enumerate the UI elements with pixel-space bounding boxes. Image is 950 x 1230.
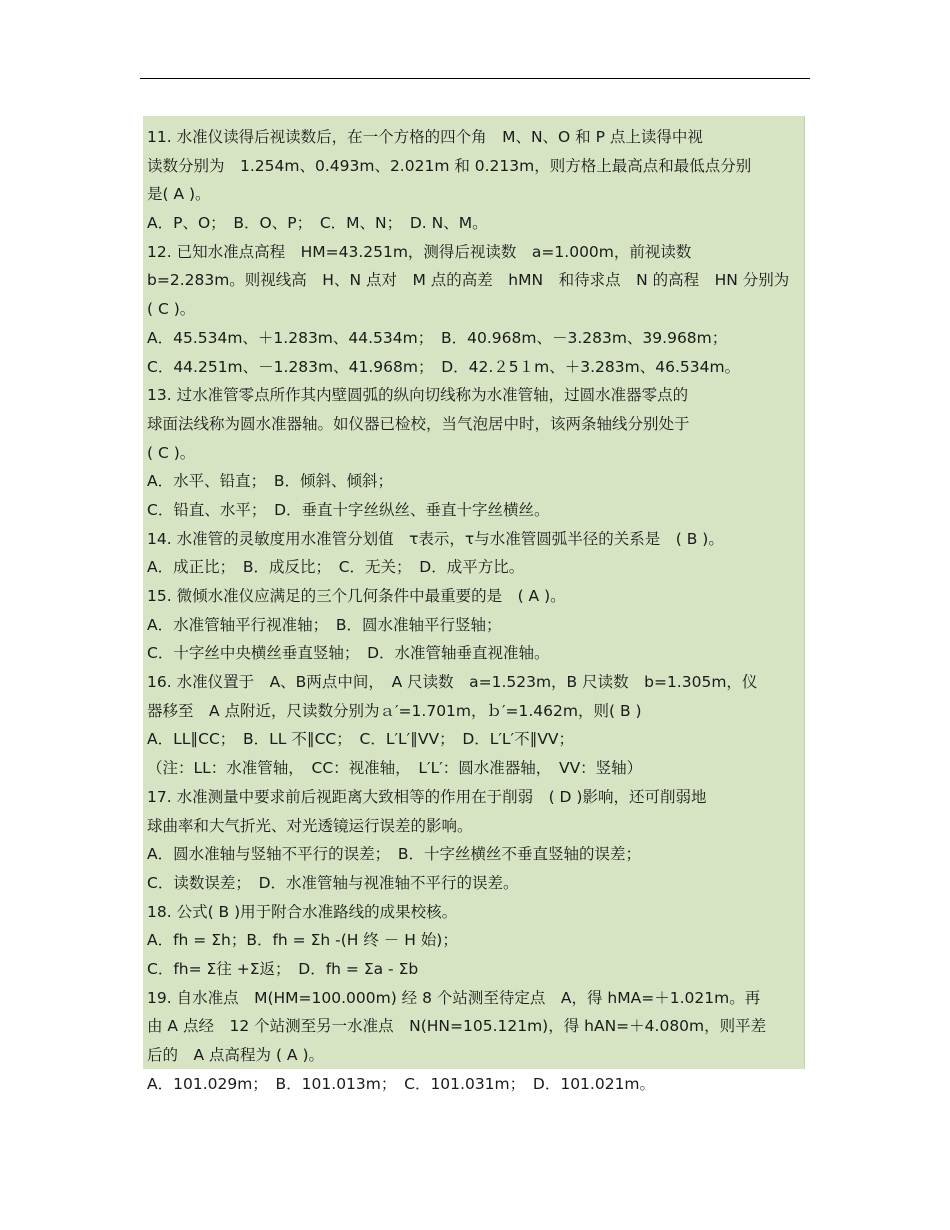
text-line: 18. 公式( B )用于附合水准路线的成果校核。 [147,902,458,921]
text-line: 由 A 点经 12 个站测至另一水准点 N(HN=105.121m)，得 hAN=＋4.080m，则平差 [147,1017,767,1036]
text-line: 球曲率和大气折光、对光透镜运行误差的影响。 [147,816,473,835]
text-line: C．铅直、水平； D．垂直十字丝纵丝、垂直十字丝横丝。 [147,500,550,519]
text-line: A．fh = Σh；B．fh = Σh -(H 终 － H 始)； [147,931,458,950]
text-line: A．LL∥CC； B．LL 不∥CC； C．L′L′∥VV； D．L′L′不∥VV； [147,730,575,749]
text-line: 器移至 A 点附近，尺读数分别为ａ′=1.701m，ｂ′=1.462m，则( B ) [147,701,642,720]
text-line: 16. 水准仪置于 A、B两点中间， A 尺读数 a=1.523m，B 尺读数 b=1.305m，仪 [147,673,758,692]
text-line: 19. 自水准点 M(HM=100.000m) 经 8 个站测至待定点 A，得 hMA=＋1.021m。再 [147,988,761,1007]
text-line: 15. 微倾水准仪应满足的三个几何条件中最重要的是 ( A )。 [147,587,566,605]
text-line: C．44.251m、－1.283m、41.968m； D．42.２5１m、＋3.283m、46.534m。 [147,357,741,376]
text-line: A．成正比； B．成反比； C．无关； D．成平方比。 [147,558,525,577]
text-line: （注：LL：水准管轴， CC：视准轴， L′L′：圆水准器轴， VV：竖轴） [147,759,643,778]
text-line: 球面法线称为圆水准器轴。如仪器已检校，当气泡居中时，该两条轴线分别处于 [147,414,690,433]
text-line: 17. 水准测量中要求前后视距离大致相等的作用在于削弱 ( D )影响，还可削弱地 [147,787,707,806]
text-line: C．fh= Σ往 +Σ返； D．fh = Σa - Σb [147,959,419,978]
text-line: ( C )。 [147,300,196,319]
text-line: A．圆水准轴与竖轴不平行的误差； B．十字丝横丝不垂直竖轴的误差； [147,845,641,864]
header-divider [140,78,810,79]
text-line: 后的 A 点高程为 ( A )。 [147,1046,325,1064]
text-line: 读数分别为 1.254m、0.493m、2.021m 和 0.213m，则方格上最高点和最低点分别 [147,156,752,175]
question-panel [143,116,805,1093]
text-line: b=2.283m。则视线高 H、N 点对 M 点的高差 hMN 和待求点 N 的高程 HN 分别为 [147,271,790,290]
text-line: A．水平、铅直； B．倾斜、倾斜； [147,472,393,491]
text-line: 12. 已知水准点高程 HM=43.251m，测得后视读数 a=1.000m，前视读数 [147,242,692,261]
text-line: ( C )。 [147,443,196,462]
text-line: 13. 过水准管零点所作其内壁圆弧的纵向切线称为水准管轴，过圆水准器零点的 [147,386,689,405]
text-line: A．P、O； B．O、P； C．M、N； D. N、M。 [147,214,488,233]
text-line: C．十字丝中央横丝垂直竖轴； D．水准管轴垂直视准轴。 [147,644,550,663]
text-line: A．101.029m； B．101.013m； C．101.031m； D．101.021m。 [147,1074,656,1093]
text-line: 14. 水准管的灵敏度用水准管分划值 τ表示，τ与水准管圆弧半径的关系是 ( B )。 [147,529,724,548]
text-line: 是( A )。 [147,185,211,204]
text-line: 11. 水准仪读得后视读数后，在一个方格的四个角 M、N、O 和 P 点上读得中视 [147,128,703,146]
text-line: A．水准管轴平行视准轴； B．圆水准轴平行竖轴； [147,615,502,634]
text-line: C．读数误差； D．水准管轴与视准轴不平行的误差。 [147,873,519,892]
text-line: A．45.534m、＋1.283m、44.534m； B．40.968m、－3.283m、39.968m； [147,328,728,347]
